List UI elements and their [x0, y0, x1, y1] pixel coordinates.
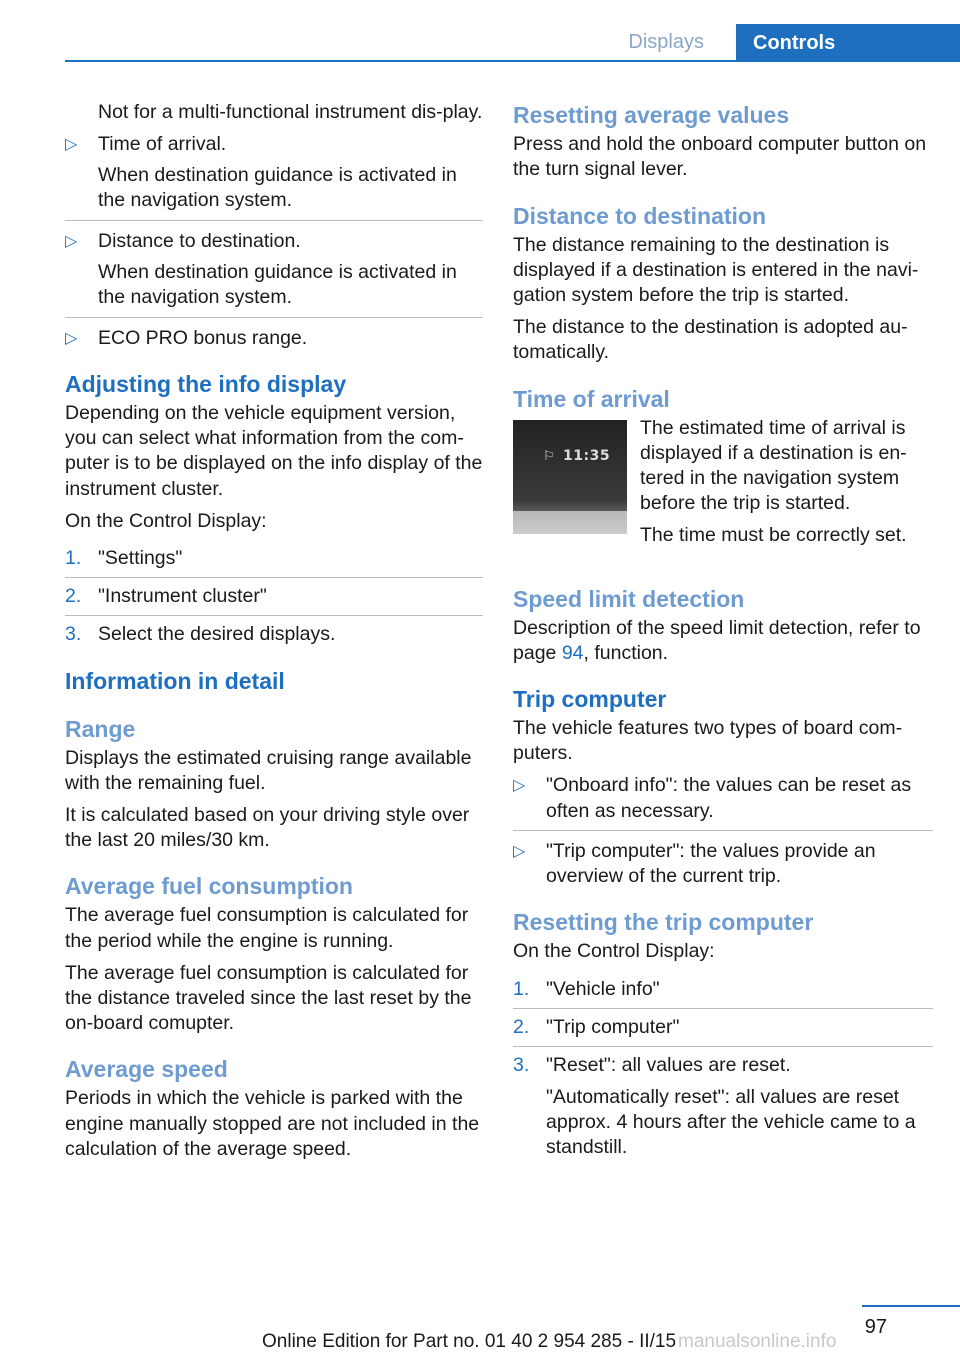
- subsection-heading: Speed limit detection: [513, 585, 745, 612]
- paragraph: On the Control Display:: [65, 509, 267, 532]
- triangle-bullet-icon: ▷: [513, 842, 526, 860]
- list-item: 1. "Settings": [65, 546, 483, 578]
- paragraph: Press and hold the onboard computer button on the turn signal lever.: [513, 133, 927, 181]
- subsection-heading: Resetting average values: [513, 102, 790, 128]
- triangle-bullet-icon: ▷: [65, 232, 78, 250]
- step-number: 3.: [65, 623, 82, 646]
- paragraph: The vehicle features two types of board com-puters.: [513, 717, 903, 765]
- tab-displays[interactable]: Displays: [628, 31, 704, 53]
- paragraph: The distance remaining to the destination is displayed if a destination is entered in the navi-gation system before the trip is started.: [513, 233, 919, 307]
- footer-rule: [862, 1305, 960, 1307]
- tab-controls[interactable]: Controls: [736, 24, 960, 62]
- subsection-heading: Average fuel consumption: [65, 873, 353, 900]
- step-number: 2.: [513, 1016, 530, 1039]
- paragraph: The distance to the destination is adopted au-tomatically.: [513, 315, 908, 364]
- step-number: 3.: [513, 1054, 530, 1077]
- triangle-bullet-icon: ▷: [65, 135, 78, 153]
- list-item: 1. "Vehicle info": [513, 977, 933, 1009]
- subsection-heading: Time of arrival: [513, 385, 670, 412]
- paragraph: Displays the estimated cruising range available with the remaining fuel.: [65, 746, 472, 795]
- list-item: ▷ "Onboard info": the values can be reset as often as necessary.: [513, 773, 933, 831]
- paragraph: The time must be correctly set.: [640, 524, 907, 547]
- header-rule: [65, 60, 960, 62]
- destination-flag-icon: ⚐: [543, 447, 555, 463]
- section-heading: Trip computer: [513, 686, 667, 713]
- page-link[interactable]: 94: [561, 641, 584, 664]
- arrival-display-image: [513, 420, 627, 534]
- subsection-heading: Distance to destination: [513, 202, 767, 229]
- list-item: 3. Select the desired displays.: [65, 622, 483, 647]
- paragraph: The average fuel consumption is calculated for the period while the engine is running.: [65, 904, 469, 952]
- section-heading: Information in detail: [65, 667, 285, 694]
- triangle-bullet-icon: ▷: [65, 329, 78, 347]
- subsection-heading: Range: [65, 715, 136, 742]
- list-item: ▷ Distance to destination. When destination guidance is activated in the navigation system.: [65, 229, 483, 318]
- subsection-heading: Average speed: [65, 1056, 228, 1083]
- paragraph: Depending on the vehicle equipment version, you can select what information from the com-puter is to be displayed on the info display of the instrument cluster.: [65, 401, 483, 500]
- watermark: manualsonline.info: [678, 1331, 837, 1352]
- right-column: [513, 100, 933, 1167]
- arrival-clock-text: 11:35: [563, 447, 611, 464]
- page-header: [0, 0, 960, 62]
- paragraph: The average fuel consumption is calculated for the distance traveled since the last reset by the on-board comupter.: [65, 961, 472, 1035]
- list-item: 2. "Instrument cluster": [65, 584, 483, 616]
- list-item: ▷ ECO PRO bonus range.: [65, 326, 483, 351]
- triangle-bullet-icon: ▷: [513, 777, 526, 795]
- list-item: 3. "Reset": all values are reset. "Automatically reset": all values are reset approx. 4 hours after the vehicle came to a standstill.: [513, 1054, 916, 1159]
- list-item: ▷ Time of arrival. When destination guidance is activated in the navigation system.: [65, 132, 483, 221]
- paragraph: Periods in which the vehicle is parked with the engine manually stopped are not included in the calculation of the average speed.: [65, 1087, 480, 1161]
- paragraph: On the Control Display:: [513, 940, 715, 963]
- step-number: 1.: [513, 977, 530, 1000]
- list-item: 2. "Trip computer": [513, 1015, 933, 1047]
- left-column: [65, 100, 483, 1169]
- arrival-block: [513, 416, 933, 566]
- section-heading: Adjusting the info display: [65, 370, 347, 397]
- paragraph: It is calculated based on your driving style over the last 20 miles/30 km.: [65, 803, 470, 852]
- list-item: ▷ "Trip computer": the values provide an overview of the current trip.: [513, 839, 876, 888]
- paragraph: Description of the speed limit detection, refer to page 94, function.: [513, 616, 921, 664]
- page-number: 97: [864, 1316, 887, 1338]
- step-number: 2.: [65, 585, 82, 608]
- step-number: 1.: [65, 546, 82, 569]
- subsection-heading: Resetting the trip computer: [513, 909, 814, 936]
- continued-text: Not for a multi-functional instrument dis-play.: [98, 101, 483, 123]
- paragraph: The estimated time of arrival is displayed if a destination is en-tered in the navigation system before the trip is started.: [640, 416, 907, 515]
- edition-text: Online Edition for Part no. 01 40 2 954 285 - II/15: [262, 1331, 677, 1352]
